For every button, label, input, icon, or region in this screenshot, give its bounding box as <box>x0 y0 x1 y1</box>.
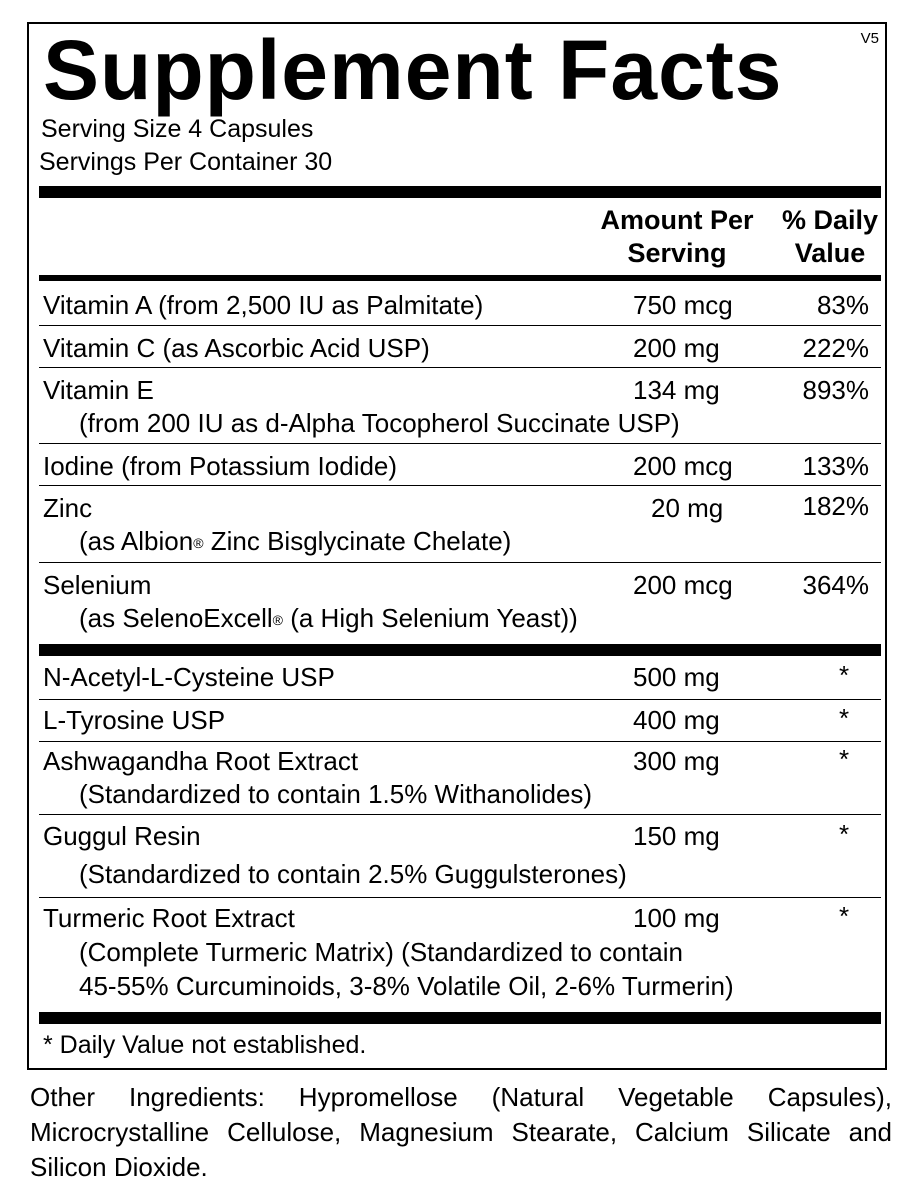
nutrient-detail <box>79 602 578 634</box>
header-daily-value <box>771 204 889 270</box>
header-dv-line2: Value <box>794 238 866 268</box>
nutrient-amount: 200 mg <box>633 333 720 363</box>
nutrient-name: Zinc <box>43 493 93 523</box>
row-divider <box>39 814 881 815</box>
registered-mark: ® <box>193 535 204 551</box>
row-divider <box>39 443 881 444</box>
nutrient-detail: (from 200 IU as d-Alpha Tocopherol Succinate USP) <box>79 408 680 438</box>
panel-title: Supplement Facts <box>43 23 783 117</box>
row-divider <box>39 897 881 898</box>
ingredient-name: Turmeric Root Extract <box>43 903 295 933</box>
supplement-facts-panel <box>27 22 887 1070</box>
thick-divider <box>39 644 881 656</box>
registered-mark: ® <box>272 612 283 628</box>
ingredient-dv: * <box>839 819 850 849</box>
nutrient-name: Iodine (from Potassium Iodide) <box>43 451 398 481</box>
nutrient-amount: 200 mcg <box>633 570 733 600</box>
row-divider <box>39 367 881 368</box>
ingredient-dv: * <box>839 744 850 774</box>
nutrient-dv: 83% <box>816 290 869 320</box>
row-divider <box>39 485 881 486</box>
ingredient-amount: 400 mg <box>633 705 720 735</box>
ingredient-dv: * <box>839 901 850 931</box>
serving-size: Serving Size 4 Capsules <box>41 115 314 143</box>
header-dv-line1: % Daily <box>781 205 879 235</box>
header-amount-line2: Serving <box>627 238 727 268</box>
version-code: V5 <box>860 30 879 47</box>
nutrient-dv: 893% <box>802 375 869 405</box>
ingredient-amount: 300 mg <box>633 746 720 776</box>
nutrient-dv: 364% <box>802 570 869 600</box>
row-divider <box>39 562 881 563</box>
nutrient-dv: 182% <box>802 491 869 521</box>
ingredient-dv: * <box>839 660 850 690</box>
ingredient-amount: 150 mg <box>633 821 720 851</box>
row-divider <box>39 741 881 742</box>
ingredient-detail: (Complete Turmeric Matrix) (Standardized to contain <box>79 937 684 967</box>
servings-per-container: Servings Per Container 30 <box>39 148 333 176</box>
header-amount-line1: Amount Per <box>600 205 754 235</box>
ingredient-name: L-Tyrosine USP <box>43 705 226 735</box>
detail-text: Zinc Bisglycinate Chelate) <box>203 526 512 556</box>
ingredient-dv: * <box>839 703 850 733</box>
detail-text: (as SelenoExcell <box>79 603 273 633</box>
nutrient-dv: 222% <box>802 333 869 363</box>
row-divider <box>39 699 881 700</box>
ingredient-detail: (Standardized to contain 1.5% Withanolides) <box>79 779 593 809</box>
nutrient-name: Vitamin C (as Ascorbic Acid USP) <box>43 333 430 363</box>
detail-text: (a High Selenium Yeast)) <box>282 603 578 633</box>
nutrient-name: Vitamin E <box>43 375 154 405</box>
ingredient-detail: (Standardized to contain 2.5% Guggulsterones) <box>79 859 627 889</box>
nutrient-amount: 20 mg <box>651 493 724 523</box>
nutrient-amount: 134 mg <box>633 375 720 405</box>
medium-divider <box>39 275 881 281</box>
ingredient-amount: 100 mg <box>633 903 720 933</box>
row-divider <box>39 325 881 326</box>
ingredient-name: N-Acetyl-L-Cysteine USP <box>43 662 335 692</box>
detail-text: (as Albion <box>79 526 194 556</box>
nutrient-dv: 133% <box>802 451 869 481</box>
nutrient-amount: 200 mcg <box>633 451 733 481</box>
ingredient-name: Guggul Resin <box>43 821 201 851</box>
nutrient-detail <box>79 525 511 557</box>
footnote: * Daily Value not established. <box>43 1031 367 1059</box>
nutrient-name: Selenium <box>43 570 152 600</box>
header-amount <box>597 204 757 270</box>
thick-divider <box>39 186 881 198</box>
other-ingredients: Other Ingredients: Hypromellose (Natural Vegetable Capsules), Microcrystalline Cellulose, Magnesium Stearate, Calcium Silicate and Silicon Dioxide. <box>30 1082 892 1182</box>
ingredient-amount: 500 mg <box>633 662 720 692</box>
ingredient-detail: 45-55% Curcuminoids, 3-8% Volatile Oil, 2-6% Turmerin) <box>79 971 734 1001</box>
ingredient-name: Ashwagandha Root Extract <box>43 746 359 776</box>
nutrient-amount: 750 mcg <box>633 290 733 320</box>
nutrient-name: Vitamin A (from 2,500 IU as Palmitate) <box>43 290 484 320</box>
thick-divider <box>39 1012 881 1024</box>
